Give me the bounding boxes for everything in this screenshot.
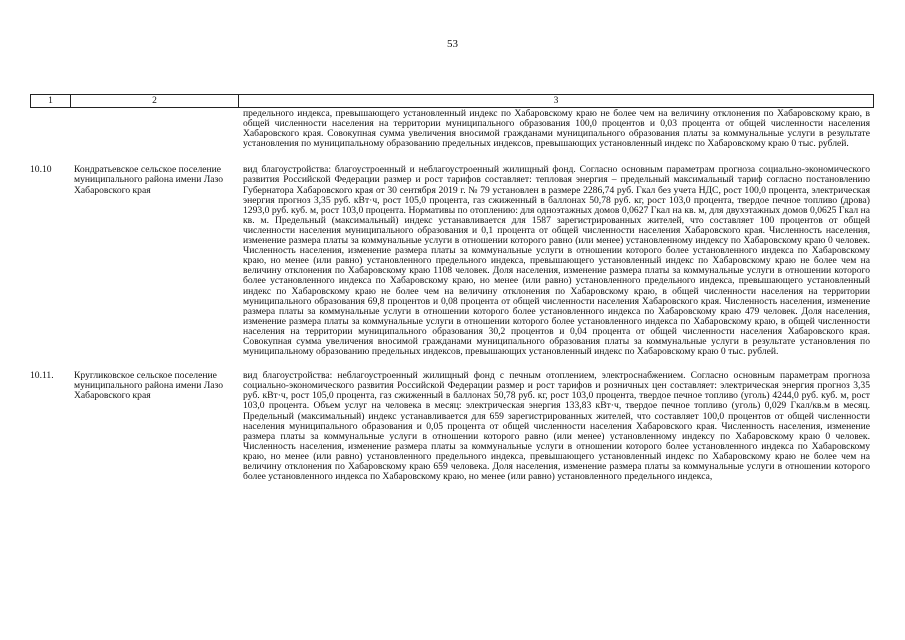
table-header-col-1: 1	[31, 95, 71, 107]
row-text-cell: вид благоустройства: благоустроенный и неблагоустроенный жилищный фонд. Согласно основным параметрам прогноза социально-экономического развития Российской Федерации размер и рост тарифов составляет: тепловая энергия – предельный максимальный тариф согласно постановлению Губернатора Хабаровского края от 30 сентября 2019 г. № 79 установлен в размере 2286,74 руб. Гкал без учета НДС, рост 100,0 процента, электрическая энергия прогноз 3,35 руб. кВт·ч, рост 105,0 процента, газ сжиженный в баллонах 50,78 руб. кг, рост 103,0 процента, твердое печное топливо (дрова) 1293,0 руб. куб. м, рост 103,0 процента. Нормативы по отоплению: для одноэтажных домов 0,0627 Гкал на кв. м, для двухэтажных домов 0,0625 Гкал на кв. м. Предельный (максимальный) индекс устанавливается для 1587 зарегистрированных жителей, что составляет 100 процентов от общей численности населения муниципального образования и 0,1 процента от общей численности населения Хабаровского края. Численность населения, изменение размера платы за коммунальные услуги в отношении которого равно (или менее) установленному индексу по Хабаровскому краю 0 человек. Численность населения, изменение размера платы за коммунальные услуги в отношении которого более установленного индекса по Хабаровскому краю, но менее (или равно) установленного предельного индекса, превышающего установленный индекс по Хабаровскому краю не более чем на величину отклонения по Хабаровскому краю 1108 человек. Доля населения, изменение размера платы за коммунальные услуги в отношении которого более установленного индекса по Хабаровскому краю, но менее (или равно) установленного предельного индекса, превышающего установленный индекс по Хабаровскому краю не более чем на величину отклонения по Хабаровскому краю, в общей численности населения на территории муниципального образования 69,8 процентов и 0,08 процента от общей численности населения Хабаровского края. Численность населения, изменение размера платы за коммунальные услуги в отношении которого более установленного индекса по Хабаровскому краю 479 человек. Доля населения, изменение размера платы за коммунальные услуги в отношении которого более установленного индекса по Хабаровскому краю, в общей численности населения на территории муниципального образования 30,2 процентов и 0,04 процента от общей численности населения Хабаровского края. Совокупная сумма увеличения вносимой гражданами муниципального образования платы за коммунальные услуги в результате установления по муниципальному образованию предельных индексов, превышающих установленный индекс по Хабаровскому краю 0 тыс. рублей.	[243, 164, 870, 358]
table-row	[30, 165, 874, 357]
row-number-cell	[30, 109, 70, 149]
table-row-continuation	[30, 109, 874, 149]
row-name-cell	[70, 109, 238, 149]
table-header-col-3: 3	[553, 96, 559, 106]
table-header-row	[30, 94, 874, 108]
row-text-cell: предельного индекса, превышающего установленный индекс по Хабаровскому краю не более чем на величину отклонения по Хабаровскому краю, в общей численности населения на территории муниципального образования 100,0 процентов и 0,03 процента от общей численности населения Хабаровского края. Совокупная сумма увеличения вносимой гражданами муниципального образования платы за коммунальные услуги в результате установления по муниципальному образованию предельных индексов, превышающих установленный индекс по Хабаровскому краю 0 тыс. рублей.	[243, 108, 870, 150]
table-row	[30, 371, 874, 482]
row-number-cell: 10.10	[30, 164, 52, 176]
table-header-col-2: 2	[71, 95, 239, 107]
table-body	[30, 109, 874, 482]
page-number: 53	[447, 38, 458, 50]
row-name-cell: Кругликовское сельское поселение муниципального района имени Лазо Хабаровского края	[74, 370, 224, 402]
row-name-cell: Кондратьевское сельское поселение муниципального района имени Лазо Хабаровского края	[74, 164, 224, 196]
row-number-cell: 10.11.	[30, 370, 54, 382]
row-text-cell: вид благоустройства: неблагоустроенный жилищный фонд с печным отоплением, электроснабжением. Согласно основным параметрам прогноза социально-экономического развития Российской Федерации размер и рост тарифов и розничных цен составляет: электрическая энергия прогноз 3,35 руб. кВт·ч, рост 105,0 процента, газ сжиженный в баллонах 50,78 руб. кг, рост 103,0 процента, твердое печное топливо (уголь) 4244,0 руб. куб. м, рост 103,0 процента. Объем услуг на человека в месяц: электрическая энергия 133,83 кВт·ч, твердое печное топливо (уголь) 0,029 Гкал/кв.м в месяц. Предельный (максимальный) индекс устанавливается для 659 зарегистрированных жителей, что составляет 100,0 процентов от общей численности населения муниципального образования и 0,05 процента от общей численности населения Хабаровского края. Численность населения, изменение размера платы за коммунальные услуги в отношении которого равно (или менее) установленному индексу по Хабаровскому краю 0 человек. Численность населения, изменение размера платы за коммунальные услуги в отношении которого более установленного индекса по Хабаровскому краю, но менее (или равно) установленного предельного индекса, превышающего установленный индекс по Хабаровскому краю не более чем на величину отклонения по Хабаровскому краю 659 человека. Доля населения, изменение размера платы за коммунальные услуги в отношении которого более установленного индекса по Хабаровскому краю, но менее (или равно) установленного предельного индекса,	[243, 370, 870, 483]
